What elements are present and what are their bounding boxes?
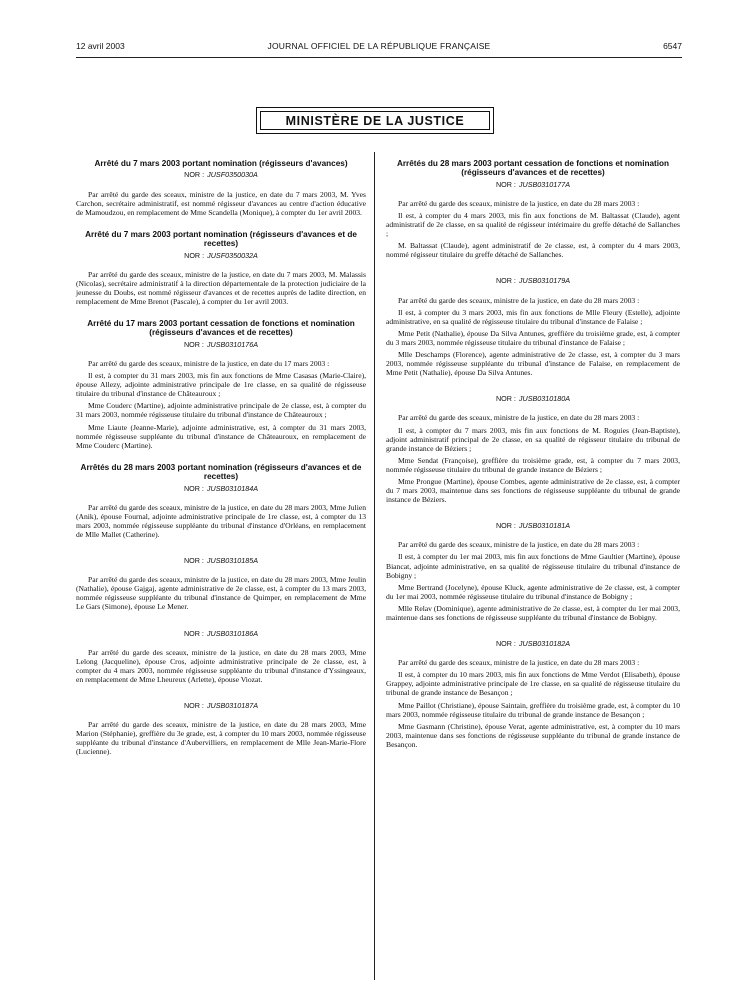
- nor-label: NOR :: [183, 339, 204, 349]
- nor-code: JUSB0310187A: [206, 701, 259, 711]
- ministry-title: MINISTÈRE DE LA JUSTICE: [285, 113, 465, 128]
- paragraph: Par arrêté du garde des sceaux, ministre de la justice, en date du 28 mars 2003, Mme Jeulin (Nathalie), épouse Gajgaj, agente administrative de 2e classe, est, à compter du 13 mars 2003, nommée régisseuse suppléante du tribunal d'instance de Quimper, en remplacement de Mme Le Gars (Simone), épouse Le Mener.: [76, 575, 366, 612]
- paragraph: Mme Liaute (Jeanne-Marie), adjointe administrative, est, à compter du 31 mars 2003, nommée régisseuse suppléante du tribunal d'instance de Châteauroux, en remplacement de Mme Couderc (Martine).: [76, 422, 366, 450]
- nor-reference: [76, 170, 366, 179]
- paragraph: Mme Couderc (Martine), adjointe administrative principale de 2e classe, est, à compter du 31 mars 2003, nommée régisseuse titulaire du tribunal d'instance de Châteauroux ;: [76, 401, 366, 420]
- left-column: [76, 159, 366, 760]
- issue-date: 12 avril 2003: [76, 41, 125, 51]
- header-rule: [76, 57, 682, 58]
- nor-label: NOR :: [184, 170, 205, 180]
- nor-label: NOR :: [495, 394, 516, 404]
- journal-title: JOURNAL OFFICIEL DE LA RÉPUBLIQUE FRANÇAISE: [267, 41, 491, 51]
- paragraph: Par arrêté du garde des sceaux, ministre de la justice, en date du 28 mars 2003, Mme Julien (Anik), épouse Fournal, adjointe administrative principale de 1re classe, est, à compter du 13 mars 2003, nommée régisseuse suppléante du tribunal d'instance d'Orléans, en remplacement de Mlle Mallet (Catherine).: [76, 502, 366, 539]
- nor-reference: [76, 701, 366, 710]
- paragraph: Mlle Relav (Dominique), agente administrative de 2e classe, est, à compter du 1er mai 2003, maintenue dans ses fonctions de régisseuse suppléante du tribunal d'instance de Bobigny.: [386, 603, 680, 622]
- right-column: [386, 159, 680, 752]
- section-title: Arrêtés du 28 mars 2003 portant nomination (régisseurs d'avances et de recettes): [80, 462, 362, 482]
- nor-code: JUSB0310179A: [518, 276, 571, 286]
- paragraph: Il est, à compter du 3 mars 2003, mis fin aux fonctions de Mlle Fleury (Estelle), adjointe administrative, en sa qualité de régisseuse titulaire du tribunal d'instance de Falaise ;: [386, 307, 680, 326]
- paragraph: Mme Paillot (Christiane), épouse Saintain, greffière du troisième grade, est, à compter du 10 mars 2003, nommée régisseuse titulaire du tribunal de grande instance de Besançon ;: [386, 700, 680, 719]
- paragraph: Par arrêté du garde des sceaux, ministre de la justice, en date du 7 mars 2003, M. Malassis (Nicolas), secrétaire administratif à la direction départementale de la protection judiciaire de la jeunesse du Doubs, est nommé régisseur d'avances et de recettes auprès de ladite direction, en remplacement de Mme Brenot (Pascale), à compter du 1er avril 2003.: [76, 269, 366, 306]
- nor-label: NOR :: [495, 276, 516, 286]
- paragraph: Mme Prongue (Martine), épouse Combes, agente administrative de 2e classe, est, à compter du 7 mars 2003, maintenue dans ses fonctions de régisseuse suppléante du tribunal de grande instance de Béziers.: [386, 476, 680, 505]
- nor-label: NOR :: [183, 556, 204, 566]
- nor-reference: [386, 276, 680, 285]
- paragraph: Il est, à compter du 31 mars 2003, mis fin aux fonctions de Mme Casasas (Marie-Claire), épouse Allezy, adjointe administrative principale de 1re classe, en sa qualité de régisseuse titulaire du tribunal d'instance de Châteauroux ;: [76, 371, 366, 399]
- nor-label: NOR :: [184, 250, 205, 260]
- nor-code: JUSB0310184A: [206, 483, 259, 493]
- nor-label: NOR :: [495, 639, 516, 649]
- column-divider: [374, 152, 375, 980]
- paragraph: Par arrêté du garde des sceaux, ministre de la justice, en date du 28 mars 2003 :: [398, 658, 640, 668]
- paragraph: Mme Sendat (Françoise), greffière du troisième grade, est, à compter du 7 mars 2003, nommée régisseuse titulaire du tribunal de grande instance de Béziers ;: [386, 455, 680, 474]
- nor-code: JUSF0350030A: [207, 170, 258, 180]
- paragraph: Par arrêté du garde des sceaux, ministre de la justice, en date du 28 mars 2003 :: [398, 198, 640, 208]
- nor-code: JUSF0350032A: [207, 250, 258, 260]
- page-number: 6547: [663, 41, 682, 51]
- nor-code: JUSB0310181A: [518, 521, 571, 531]
- paragraph: M. Baltassat (Claude), agent administratif de 2e classe, est, à compter du 4 mars 2003, nommé régisseur titulaire du greffe détaché de Sallanches.: [386, 241, 680, 260]
- section-title: Arrêtés du 28 mars 2003 portant cessation de fonctions et nomination (régisseurs d'avances et de recettes): [396, 159, 670, 178]
- nor-code: JUSB0310180A: [518, 394, 571, 404]
- paragraph: Par arrêté du garde des sceaux, ministre de la justice, en date du 28 mars 2003 :: [398, 413, 640, 423]
- nor-reference: [76, 556, 366, 565]
- section-title: Arrêté du 7 mars 2003 portant nomination (régisseurs d'avances et de recettes): [85, 229, 357, 249]
- nor-label: NOR :: [183, 628, 204, 638]
- section-title: Arrêté du 17 mars 2003 portant cessation de fonctions et nomination (régisseurs d'avances et de recettes): [87, 319, 355, 338]
- nor-reference: [386, 639, 680, 648]
- nor-reference: [76, 484, 366, 493]
- nor-code: JUSB0310176A: [206, 339, 259, 349]
- nor-reference: [386, 521, 680, 530]
- page-header: [76, 41, 682, 55]
- paragraph: Il est, à compter du 1er mai 2003, mis fin aux fonctions de Mme Gaultier (Martine), épouse Biancat, adjointe administrative, en sa qualité de régisseuse titulaire du tribunal d'instance de Bobigny ;: [386, 552, 680, 580]
- nor-label: NOR :: [183, 483, 204, 493]
- nor-code: JUSB0310177A: [518, 179, 571, 189]
- paragraph: Par arrêté du garde des sceaux, ministre de la justice, en date du 7 mars 2003, M. Yves Carchon, secrétaire administratif, est nommé régisseur d'avances au centre d'action éducative de Mamoudzou, en remplacement de Mme Scandella (Monique), à compter du 1er avril 2003.: [76, 189, 366, 217]
- nor-reference: [386, 394, 680, 403]
- paragraph: Mme Petit (Nathalie), épouse Da Silva Antunes, greffière du troisième grade, est, à compter du 3 mars 2003, nommée régisseuse titulaire du tribunal d'instance de Falaise ;: [386, 328, 680, 347]
- paragraph: Par arrêté du garde des sceaux, ministre de la justice, en date du 28 mars 2003 :: [398, 540, 640, 550]
- paragraph: Il est, à compter du 10 mars 2003, mis fin aux fonctions de Mme Verdot (Elisabeth), épouse Grappey, adjointe administrative principale de 1re classe, en sa qualité de régisseuse titulaire du tribunal de grande instance de Besançon ;: [386, 670, 680, 698]
- paragraph: Par arrêté du garde des sceaux, ministre de la justice, en date du 17 mars 2003 :: [88, 358, 330, 368]
- nor-code: JUSB0310185A: [206, 556, 259, 566]
- paragraph: Par arrêté du garde des sceaux, ministre de la justice, en date du 28 mars 2003, Mme Lelong (Jacqueline), épouse Cros, adjointe administrative principale de 2e classe, est, à compter du 4 mars 2003, nommée régisseuse suppléante du tribunal d'instance d'Yssingeaux, en remplacement de Mme Lheureux (Arlette), épouse Viozat.: [76, 647, 366, 684]
- ministry-banner: [256, 107, 494, 134]
- paragraph: Il est, à compter du 4 mars 2003, mis fin aux fonctions de M. Baltassat (Claude), agent administratif de 2e classe, en sa qualité de régisseur intérimaire du greffe détaché de Sallanches ;: [386, 211, 680, 239]
- nor-reference: [76, 251, 366, 260]
- paragraph: Par arrêté du garde des sceaux, ministre de la justice, en date du 28 mars 2003, Mme Marion (Stéphanie), greffière du 3e grade, est, à compter du 10 mars 2003, nommée régisseuse suppléante du tribunal d'instance d'Aubervilliers, en remplacement de Mlle Jean-Marie-Flore (Lucienne).: [76, 720, 366, 757]
- nor-reference: [76, 340, 366, 349]
- paragraph: Mlle Deschamps (Florence), agente administrative de 2e classe, est, à compter du 3 mars 2003, nommée régisseuse suppléante du tribunal d'instance de Falaise, en remplacement de Mme Petit (Nathalie), épouse Da Silva Antunes.: [386, 350, 680, 378]
- nor-reference: [76, 629, 366, 638]
- section-title: Arrêté du 7 mars 2003 portant nomination (régisseurs d'avances): [94, 159, 348, 168]
- nor-label: NOR :: [183, 701, 204, 711]
- paragraph: Il est, à compter du 7 mars 2003, mis fin aux fonctions de M. Roguies (Jean-Baptiste), adjoint administratif principal de 2e classe, en sa qualité de régisseur titulaire du tribunal de grande instance de Béziers ;: [386, 425, 680, 453]
- nor-code: JUSB0310182A: [518, 639, 571, 649]
- paragraph: Mme Gasmann (Christine), épouse Verat, agente administrative, est, à compter du 10 mars 2003, maintenue dans ses fonctions de régisseuse suppléante du tribunal de grande instance de Besançon.: [386, 721, 680, 749]
- nor-label: NOR :: [495, 179, 516, 189]
- nor-label: NOR :: [495, 521, 516, 531]
- nor-code: JUSB0310186A: [206, 628, 259, 638]
- paragraph: Mme Bertrand (Jocelyne), épouse Kluck, agente administrative de 2e classe, est, à compter du 1er mai 2003, nommée régisseuse titulaire du tribunal d'instance de Bobigny ;: [386, 582, 680, 601]
- nor-reference: [386, 180, 680, 189]
- paragraph: Par arrêté du garde des sceaux, ministre de la justice, en date du 28 mars 2003 :: [398, 295, 640, 305]
